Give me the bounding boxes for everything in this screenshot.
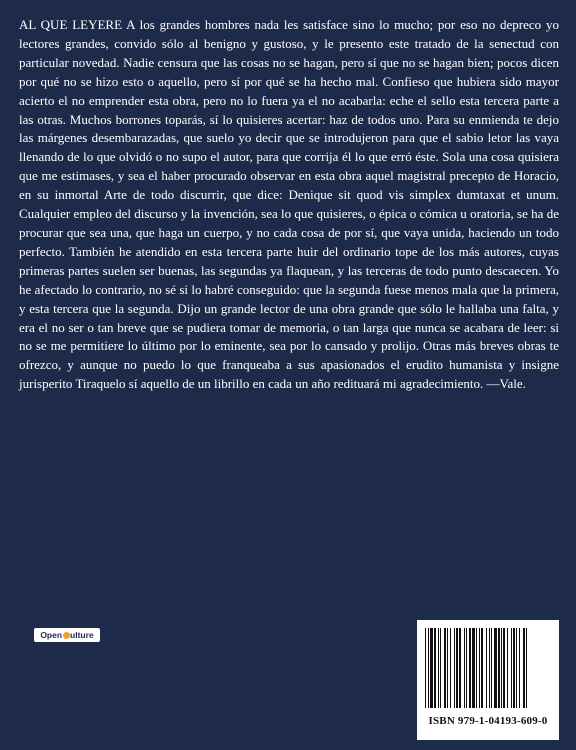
barcode-bar [507, 628, 508, 708]
barcode-bar [454, 628, 455, 708]
barcode-bar [447, 628, 448, 708]
barcode-bar [476, 628, 477, 708]
barcode-bar [519, 628, 520, 708]
logo-c-mark-icon [63, 632, 70, 639]
barcode-bar [481, 628, 483, 708]
barcode-bar [434, 628, 436, 708]
barcode-bar [494, 628, 497, 708]
barcode-bar [523, 628, 525, 708]
logo-text-open: Open [40, 630, 63, 640]
barcode-bar [526, 628, 527, 708]
barcode-bar [479, 628, 480, 708]
barcode-bar [491, 628, 492, 708]
barcode-bar [501, 628, 502, 708]
barcode-bar [472, 628, 475, 708]
barcode-bar [428, 628, 429, 708]
barcode-bar [513, 628, 515, 708]
barcode-bar [456, 628, 458, 708]
barcode-bar [440, 628, 441, 708]
barcode-bar [444, 628, 446, 708]
barcode-bar [466, 628, 467, 708]
barcode-bar [511, 628, 512, 708]
barcode-bar [430, 628, 433, 708]
barcode-bar [438, 628, 439, 708]
barcode-bar [516, 628, 517, 708]
barcode-bar [425, 628, 426, 708]
barcode-bar [450, 628, 451, 708]
barcode-bar [498, 628, 500, 708]
publisher-logo [34, 628, 100, 642]
barcode-bar [486, 628, 487, 708]
logo-text-ulture: ulture [70, 630, 94, 640]
barcode-bar [464, 628, 465, 708]
barcode-bar [489, 628, 490, 708]
barcode-bar [459, 628, 461, 708]
barcode-bar [503, 628, 505, 708]
isbn-barcode-box [417, 620, 559, 740]
barcode-bar [469, 628, 471, 708]
isbn-number: ISBN 979-1-04193-609-0 [428, 715, 548, 727]
back-cover-blurb: AL QUE LEYERE A los grandes hombres nada les satisface sino lo mucho; por eso no depreco yo lectores grandes, convido sólo al benigno y gustoso, y le presento este tratado de la senectud con particular novedad. Nadie censura que las cosas no se hagan, pero sí que no se hagan bien; pocos dicen por qué no se hizo esto o aquello, pero sí por qué se ha hecho mal. Confieso que hubiera sido mayor acierto el no emprender esta obra, pero no lo fuera ya el no acabarla: eche el sello esta tercera parte a las otras. Muchos borrones toparás, sí lo quisieres acertar: haz de todos uno. Para su enmienda te dejo las márgenes desembarazadas, que suelo yo decir que se introdujeron para que el sabio letor las vaya llenando de lo que olvidó o no supo el autor, para que corrija él lo que erró éste. Sola una cosa quisiera que me estimases, y sea el haber procurado observar en esta obra aquel magistral precepto de Horacio, en su inmortal Arte de todo discurrir, que dice: Denique sit quod vis simplex dumtaxat et unum. Cualquier empleo del discurso y la invención, sea lo que quisieres, o épica o cómica u oratoria, se ha de procurar que sea una, que haga un cuerpo, y no cada cosa de por sí, que vaya unida, haciendo un todo perfecto. También he atendido en esta tercera parte huir del ordinario tope de los más autores, cuyas primeras partes suelen ser buenas, las segundas ya flaquean, y las terceras de todo punto descaecen. Yo he afectado lo contrario, no sé si lo habré conseguido: que la segunda fuese menos mala que la primera, y esta tercera que la segunda. Dijo un grande lector de una obra grande que sólo le hallaba una falta, y era el no ser o tan breve que se pudiera tomar de memoria, o tan larga que nunca se acabara de leer: si no se me permitiere lo último por lo eminente, sea por lo cansado y prolijo. Otras más breves obras te ofrezco, y aunque no puedo lo que franqueaba a sus apasionados el erudito humanista y insigne jurisperito Tiraquelo sí aquello de un librillo en cada un año redituará mi agradecimiento. —Vale. [19, 17, 559, 392]
barcode-icon [425, 628, 551, 708]
